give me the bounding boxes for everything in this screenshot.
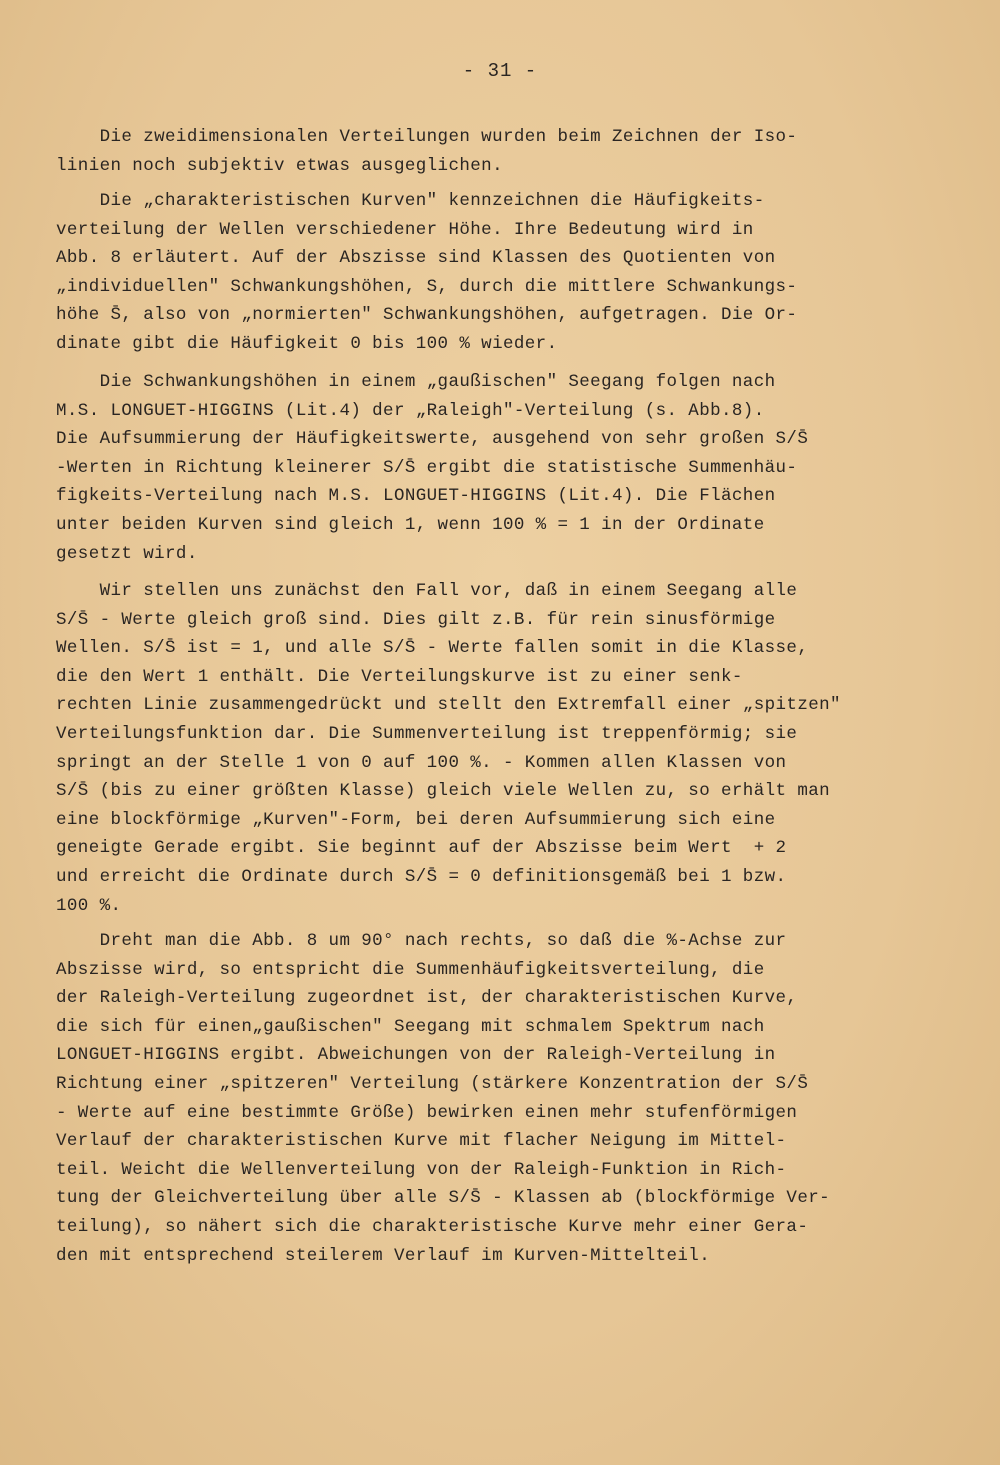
paragraph [56,123,946,180]
text-line: S/S̄ (bis zu einer größten Klasse) gleich viele Wellen zu, so erhält man [56,781,831,802]
text-line: LONGUET-HIGGINS ergibt. Abweichungen von der Raleigh-Verteilung in [56,1045,776,1066]
text-line: der Raleigh-Verteilung zugeordnet ist, der charakteristischen Kurve, [56,988,798,1009]
text-line: S/S̄ - Werte gleich groß sind. Dies gilt z.B. für rein sinusförmige [56,609,776,630]
text-line: -Werten in Richtung kleinerer S/S̄ ergibt die statistische Summenhäu- [56,457,798,478]
text-line: - Werte auf eine bestimmte Größe) bewirken einen mehr stufenförmigen [56,1102,798,1123]
text-line: und erreicht die Ordinate durch S/S̄ = 0 definitionsgemäß bei 1 bzw. [56,866,787,887]
text-line: linien noch subjektiv etwas ausgeglichen. [56,155,503,176]
text-line: die den Wert 1 enthält. Die Verteilungskurve ist zu einer senk- [56,666,743,687]
paragraph [56,187,946,359]
text-line: teilung), so nähert sich die charakteristische Kurve mehr einer Gera- [56,1216,809,1237]
text-line: tung der Gleichverteilung über alle S/S̄ - Klassen ab (blockförmige Ver- [56,1188,831,1209]
text-line: Abszisse wird, so entspricht die Summenhäufigkeitsverteilung, die [56,959,765,980]
text-line: Richtung einer „spitzeren" Verteilung (stärkere Konzentration der S/S̄ [56,1073,809,1094]
text-line: den mit entsprechend steilerem Verlauf im Kurven-Mittelteil. [56,1245,711,1266]
paragraph [56,368,946,568]
text-line: „individuellen" Schwankungshöhen, S, durch die mittlere Schwankungs- [56,276,798,297]
paragraph [56,577,946,920]
text-line: figkeits-Verteilung nach M.S. LONGUET-HIGGINS (Lit.4). Die Flächen [56,486,776,507]
text-line: M.S. LONGUET-HIGGINS (Lit.4) der „Raleigh"-Verteilung (s. Abb.8). [56,400,765,421]
text-line: Wir stellen uns zunächst den Fall vor, daß in einem Seegang alle [56,581,798,601]
paragraph [56,927,946,1270]
page-number: - 31 - [462,60,538,82]
text-line: geneigte Gerade ergibt. Sie beginnt auf der Abszisse beim Wert + 2 [56,838,787,859]
text-line: Wellen. S/S̄ ist = 1, und alle S/S̄ - Werte fallen somit in die Klasse, [56,638,809,659]
text-line: 100 %. [56,895,122,916]
text-line: dinate gibt die Häufigkeit 0 bis 100 % wieder. [56,333,558,354]
text-line: höhe S̄, also von „normierten" Schwankungshöhen, aufgetragen. Die Or- [56,305,798,326]
text-line: Verlauf der charakteristischen Kurve mit flacher Neigung im Mittel- [56,1131,787,1152]
text-line: springt an der Stelle 1 von 0 auf 100 %. - Kommen allen Klassen von [56,752,787,773]
text-line: Verteilungsfunktion dar. Die Summenverteilung ist treppenförmig; sie [56,723,798,744]
text-line: die sich für einen„gaußischen" Seegang mit schmalem Spektrum nach [56,1016,765,1037]
text-line: Die zweidimensionalen Verteilungen wurden beim Zeichnen der Iso- [56,127,798,147]
text-line: teil. Weicht die Wellenverteilung von der Raleigh-Funktion in Rich- [56,1159,787,1180]
text-line: Die Schwankungshöhen in einem „gaußischen" Seegang folgen nach [56,372,776,392]
text-line: Dreht man die Abb. 8 um 90° nach rechts, so daß die %-Achse zur [56,931,787,951]
text-line: Die „charakteristischen Kurven" kennzeichnen die Häufigkeits- [56,191,765,211]
text-line: Abb. 8 erläutert. Auf der Abszisse sind Klassen des Quotienten von [56,248,776,269]
text-line: gesetzt wird. [56,543,198,564]
text-line: eine blockförmige „Kurven"-Form, bei deren Aufsummierung sich eine [56,809,776,830]
text-line: rechten Linie zusammengedrückt und stellt den Extremfall einer „spitzen" [56,695,841,716]
text-line: Die Aufsummierung der Häufigkeitswerte, ausgehend von sehr großen S/S̄ [56,429,809,450]
text-line: verteilung der Wellen verschiedener Höhe. Ihre Bedeutung wird in [56,219,754,240]
text-line: unter beiden Kurven sind gleich 1, wenn 100 % = 1 in der Ordinate [56,514,765,535]
